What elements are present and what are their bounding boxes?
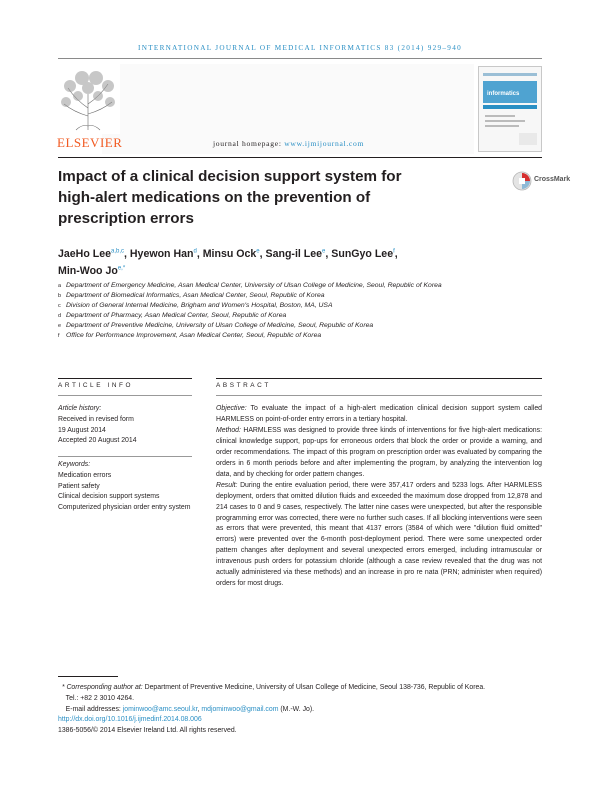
affiliation-text: Department of Emergency Medicine, Asan Medical Center, University of Ulsan College of Medicine, Seoul, Republic of Korea [66,282,442,289]
keywords [58,460,192,514]
affiliation [58,311,458,321]
keywords-label: Keywords: [58,461,91,468]
history-item: 19 August 2014 [58,426,106,434]
email-link[interactable]: jominwoo@amc.seoul.kr [122,705,198,713]
copyright: 1386-5056/© 2014 Elsevier Ireland Ltd. All rights reserved. [58,727,237,735]
journal-homepage [213,139,364,148]
author-marks[interactable]: e [322,248,326,254]
affiliation-mark: b [58,293,62,299]
author-name: Sang-il Lee [265,247,323,260]
corresponding-author [58,683,548,694]
crossmark-label: CrossMark [534,176,571,183]
corresponding-label: * Corresponding author at: [61,684,143,691]
affiliation [58,321,458,331]
email-suffix: (M.-W. Jo). [280,705,315,713]
info-top-rule [58,378,192,379]
result-text: During the entire evaluation period, there were 357,417 orders and 5233 logs. After HARMLESS deployment, orders that omitted dilution fluids and exceeded the maximum dose dropped from 12,878 and 214 cases to 0 and 9 cases, respectively. The latter nine cases were unexpected, but after the responsible programming error was corrected, there were no further such cases. If all blocking interventions were seen as errors that were prevented, this meant that 4137 errors (3584 of which were "dilution fluid omitted" errors) were prevented over the 6-month post-deployment period. There were some unexpected order pattern changes after deployment and several unexpected errors emerged, including intramuscular or intravenous push orders for potassium chloride (although a case review revealed that the drug was not actually administered via these methods) and an increase in pro re nata (PRN; administer when required) orders for most drugs. [216,481,542,588]
email-label: E-mail addresses: [65,705,121,713]
abstract-objective [216,404,542,426]
affiliation [58,281,458,291]
author-name: Min-Woo Jo [58,265,118,278]
abstract-method [216,426,542,481]
method-text: HARMLESS was designed to provide three kinds of interventions for five high-alert medications: clinical knowledge support, pop-ups for erroneous orders that block the order or provide a warning, and order recommendations. The impact of this program on prescription order was evaluated by comparing the orders in 6 month periods before and after implementing the program, by analyzing the intervention log data, and by checking for order pattern changes. [216,426,542,478]
history-item: Accepted 20 August 2014 [58,437,137,445]
author [58,265,125,277]
keyword: Patient safety [58,482,100,490]
affiliation [58,291,458,301]
email-addresses: E-mail addresses: jominwoo@amc.seoul.kr, mdjominwoo@gmail.com (M.-W. Jo). [65,705,315,713]
footnote-rule [58,676,118,677]
affiliation-mark: c [58,303,61,309]
author: JaeHo Lee$^{a,b,c}$, [58,247,130,260]
author-marks[interactable]: e,* [117,265,126,272]
history-item: Received in revised form [58,415,134,423]
result-label: Result: [216,481,238,489]
author: Sang-il Lee$^e$, [265,247,332,260]
method-label: Method: [216,426,241,434]
affiliation-text: Department of Biomedical Informatics, Asan Medical Center, Seoul, Republic of Korea [66,292,325,299]
author-marks[interactable]: f [393,248,395,254]
keyword: Computerized physician order entry system [58,504,191,512]
affiliation-mark: d [58,313,62,319]
author: Minsu Ock$^e$, [202,247,266,260]
author: Hyewon Han$^d$, [129,247,203,260]
author-name: JaeHo Lee [58,247,111,260]
homepage-label: journal homepage: [213,139,282,148]
abstract-body [216,404,542,590]
cover-art [479,67,541,151]
journal-citation: INTERNATIONAL JOURNAL OF MEDICAL INFORMATICS 83 (2014) 929–940 [138,44,462,52]
telephone [58,694,548,705]
author-name: SunGyo Lee [331,247,394,260]
footnotes [58,683,548,737]
cover-title: informatics [487,91,520,97]
affiliation [58,331,458,341]
keyword: Medication errors [58,471,112,479]
affiliation [58,301,458,311]
journal-cover-thumbnail [478,66,542,152]
affiliation-text: Department of Pharmacy, Asan Medical Center, Seoul, Republic of Korea [66,312,287,319]
affiliation-text: Office for Performance Improvement, Asan Medical Center, Seoul, Republic of Korea [66,332,322,339]
affiliation-text: Department of Preventive Medicine, University of Ulsan College of Medicine, Seoul, Republic of Korea [66,322,374,329]
info-divider [58,456,192,457]
abstract-head-rule [216,395,542,396]
affiliation-list [58,281,458,341]
affiliation-text: Division of General Internal Medicine, Brigham and Women's Hospital, Boston, MA, USA [66,302,333,309]
author: SunGyo Lee$^f$, [331,247,398,260]
article-title: Impact of a clinical decision support system for high-alert medications on the prevention of prescription errors [58,168,402,227]
affiliation-mark: f [58,333,60,339]
keyword: Clinical decision support systems [58,493,160,501]
author-name: Minsu Ock [202,247,257,260]
affiliation-mark: a [58,283,62,289]
objective-text: To evaluate the impact of a high-alert medication clinical decision support system called HARMLESS on point-of-order entry errors in a tertiary hospital. [216,405,542,423]
info-head-rule [58,395,192,396]
header-rule [58,58,542,59]
abstract-heading: ABSTRACT [216,382,271,389]
publisher-name: ELSEVIER [57,135,123,150]
telephone-text: Tel.: +82 2 3010 4264. [65,694,135,702]
objective-label: Objective: [216,405,247,412]
abstract-top-rule [216,378,542,379]
author-marks[interactable]: a,b,c [111,248,125,254]
crossmark-icon[interactable] [512,170,532,192]
email-link[interactable]: mdjominwoo@gmail.com [201,705,279,713]
author-list [58,244,488,279]
homepage-link[interactable]: www.ijmijournal.com [284,139,365,148]
corresponding-text: Department of Preventive Medicine, University of Ulsan College of Medicine, Seoul 138-736, Republic of Korea. [144,684,486,691]
doi [58,715,548,726]
author-marks[interactable]: d [193,248,197,254]
history-label: Article history: [58,405,102,412]
doi-link[interactable]: http://dx.doi.org/10.1016/j.ijmedinf.2014.08.006 [58,716,202,724]
author-marks[interactable]: e [256,248,260,254]
affiliation-mark: e [58,323,62,329]
header-bottom-rule [58,157,542,158]
abstract-result [216,481,542,591]
article-info-heading: ARTICLE INFO [58,382,134,389]
author-name: Hyewon Han [129,247,194,260]
article-history [58,404,192,447]
